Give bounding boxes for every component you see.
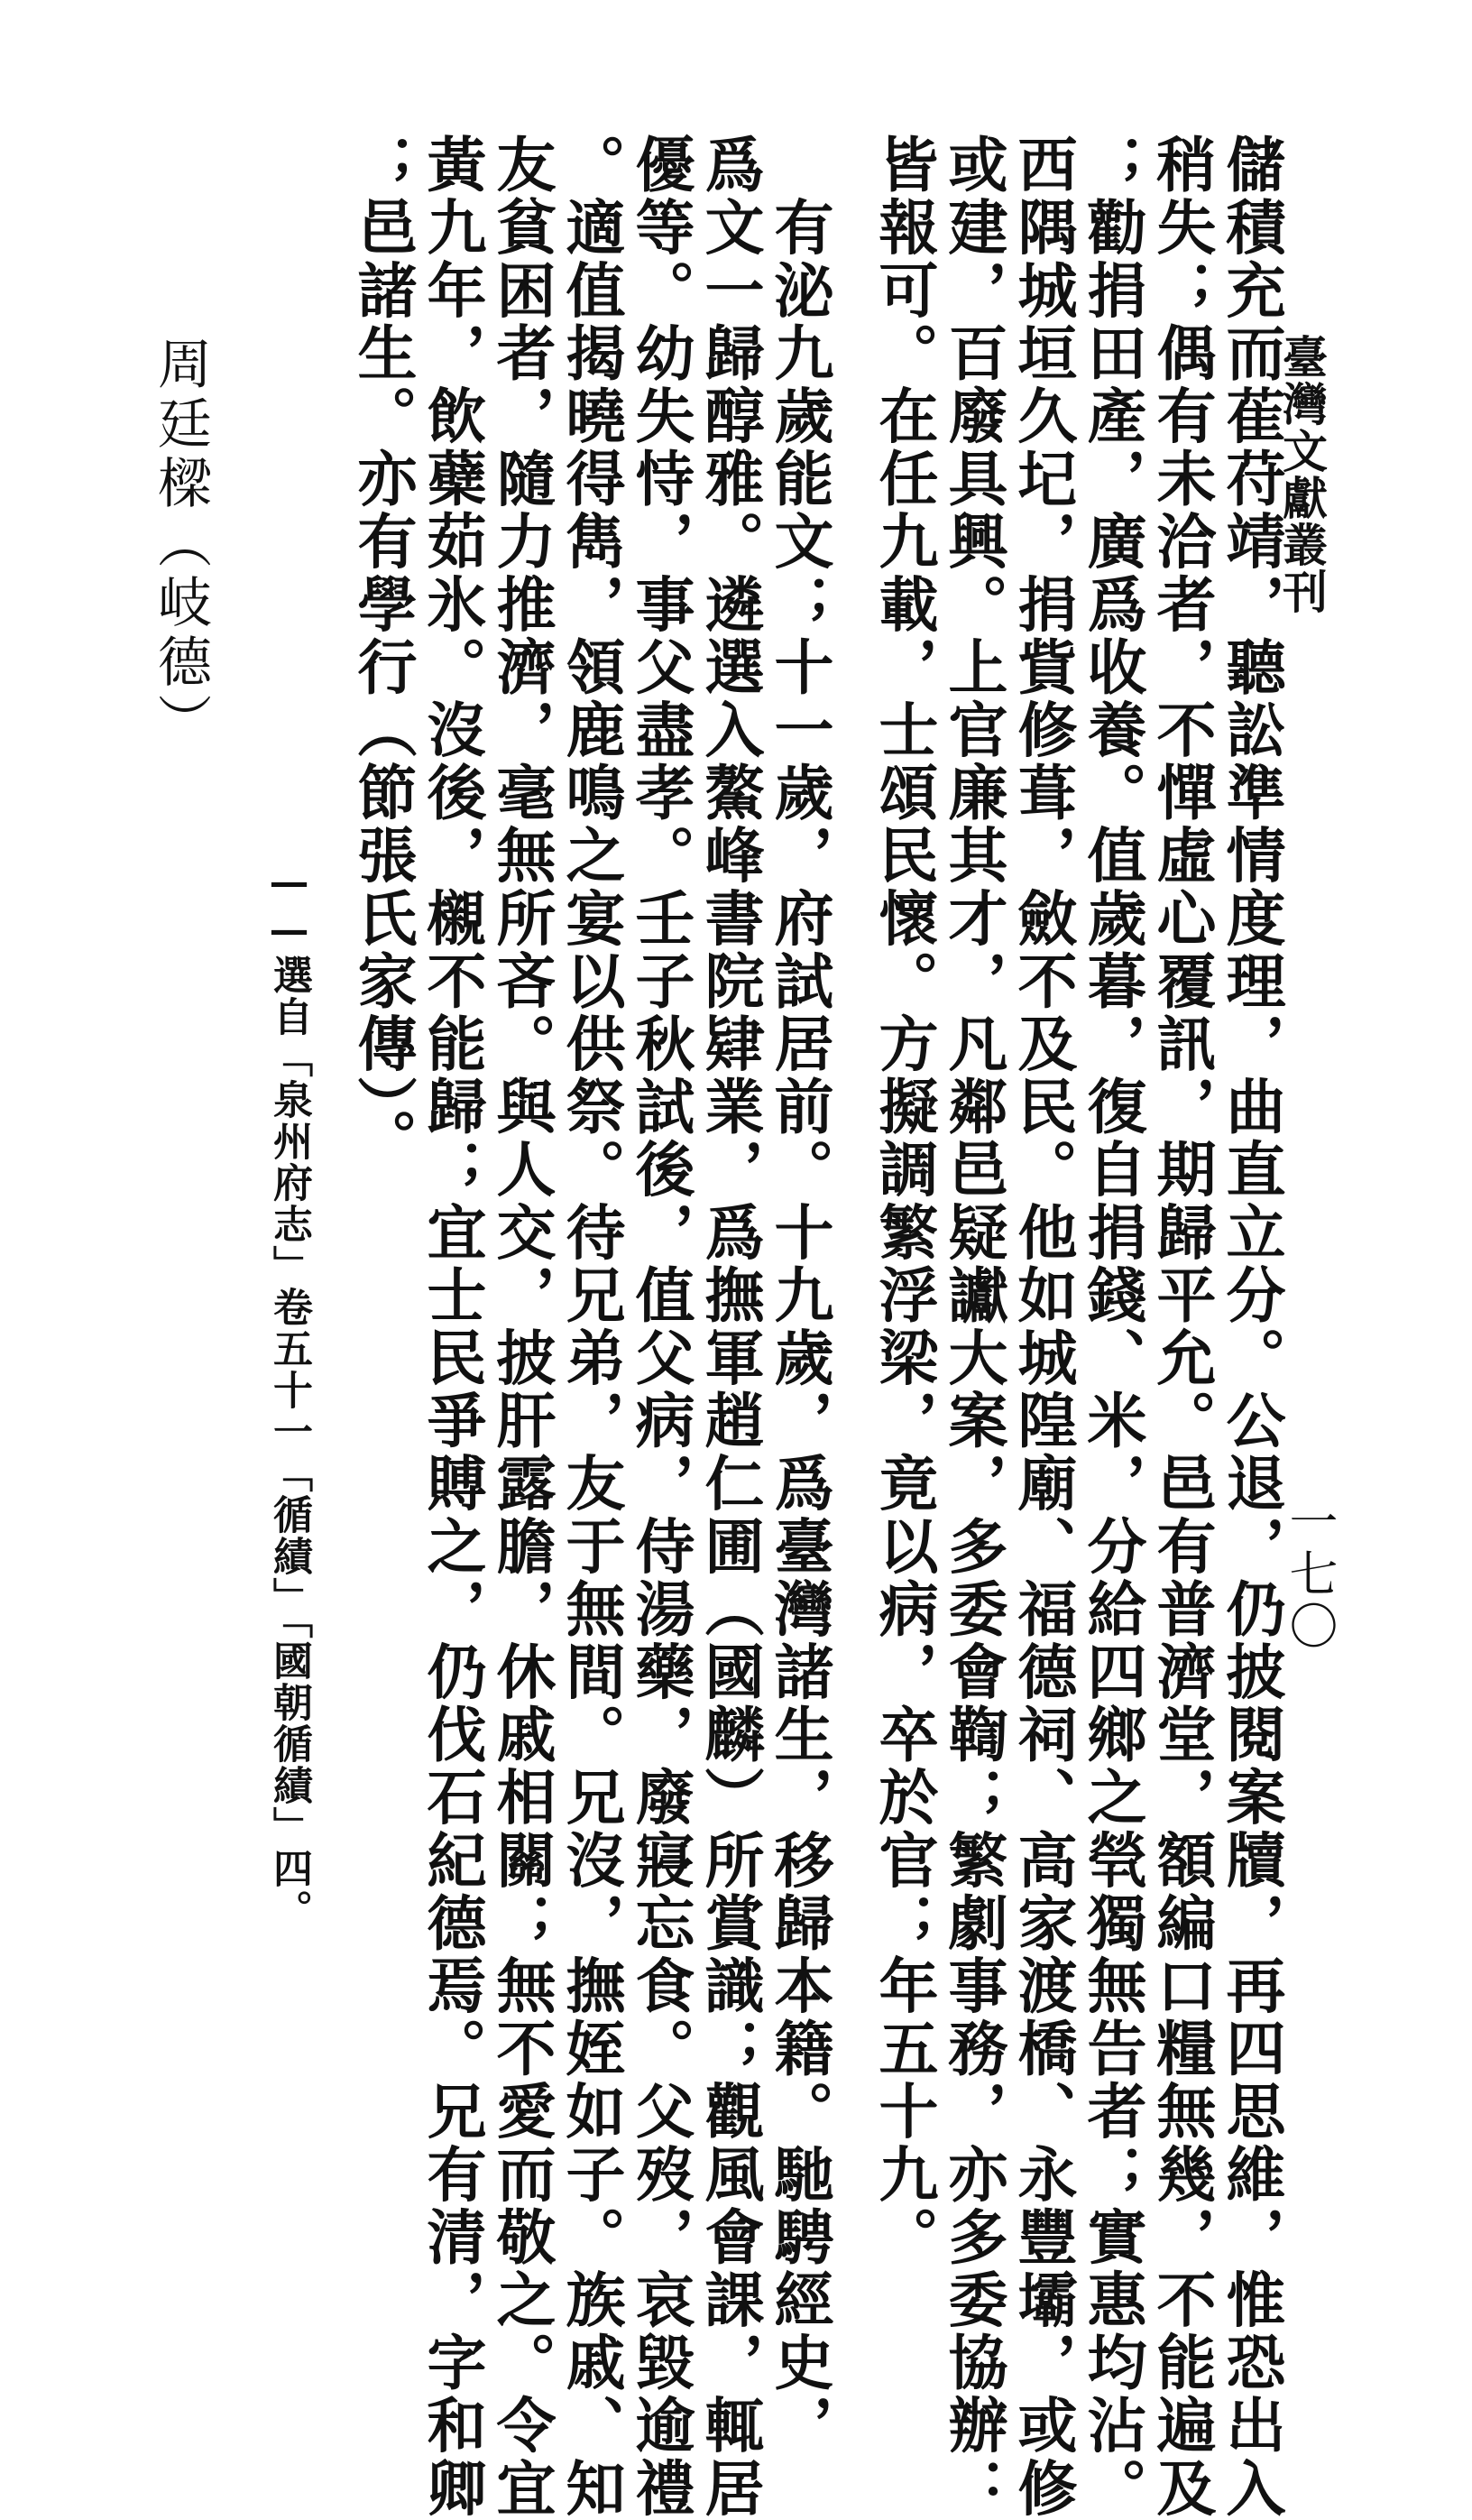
text-line-5: 或建，百廢具興。上官廉其才，凡鄰邑疑讞大案，多委會鞫；繁劇事務，亦多委協辦： bbox=[938, 134, 1008, 2520]
text-line-1: 儲積充而萑苻靖，聽訟準情度理，曲直立分。公退，仍披閱案牘，再四思維，惟恐出入 bbox=[1216, 134, 1286, 2520]
text-line-3: ；勸捐田產，廣爲收養。值歲暮，復自捐錢、米，分給四鄉之煢獨無告者；實惠均沾。 bbox=[1077, 134, 1147, 2520]
text-line-12: 黃九年，飲蘗茹氷。沒後，櫬不能歸；宜士民爭賻之，仍伐石紀德焉。兄有清，字和卿 bbox=[417, 134, 487, 2520]
page-number: 一七〇 bbox=[1282, 1496, 1339, 1653]
source-citation: ——選自「泉州府志」卷五十一「循績」「國朝循績」四。 bbox=[266, 859, 312, 1931]
text-line-4: 西隅城垣久圮，捐貲修葺，斂不及民。他如城隍廟、福德祠、高家渡橋、永豐壩，或修 bbox=[1007, 134, 1078, 2520]
text-line-13: ；邑諸生。亦有學行（節張氏家傳）。 bbox=[347, 134, 418, 1172]
text-line-9: 優等。幼失恃，事父盡孝。壬子秋試後，值父病，侍湯藥，廢寢忘食。父歿，哀毀逾禮 bbox=[625, 134, 695, 2520]
running-header-title: 臺灣文獻叢刊 bbox=[1275, 334, 1329, 615]
section-heading: 周廷樑（岐德） bbox=[149, 336, 212, 752]
text-line-11: 友貧困者，隨力推濟，毫無所吝。與人交，披肝露膽，休戚相關；無不愛而敬之。令宜 bbox=[486, 134, 557, 2520]
text-line-8: 爲文一歸醇雅。遴選入鰲峰書院肄業，爲撫軍趙仁圃（國麟）所賞識；觀風會課，輒居 bbox=[695, 134, 765, 2520]
text-line-2: 稍失；偶有未洽者，不憚虛心覆訊，期歸平允。邑有普濟堂，額編口糧無幾，不能遍及 bbox=[1146, 134, 1217, 2520]
text-line-6: 皆報可。在任九載，士頌民懷。方擬調繁浮梁，竟以病，卒於官；年五十九。 bbox=[869, 134, 939, 2269]
text-line-10: 。適值揭曉得雋，領鹿鳴之宴以供祭。待兄弟，友于無間。兄沒，撫姪如子。族戚、知 bbox=[556, 134, 626, 2520]
text-line-7: 有泌九歲能文；十一歲，府試居前。十九歲，爲臺灣諸生，移歸本籍。馳騁經史， bbox=[764, 134, 834, 2458]
